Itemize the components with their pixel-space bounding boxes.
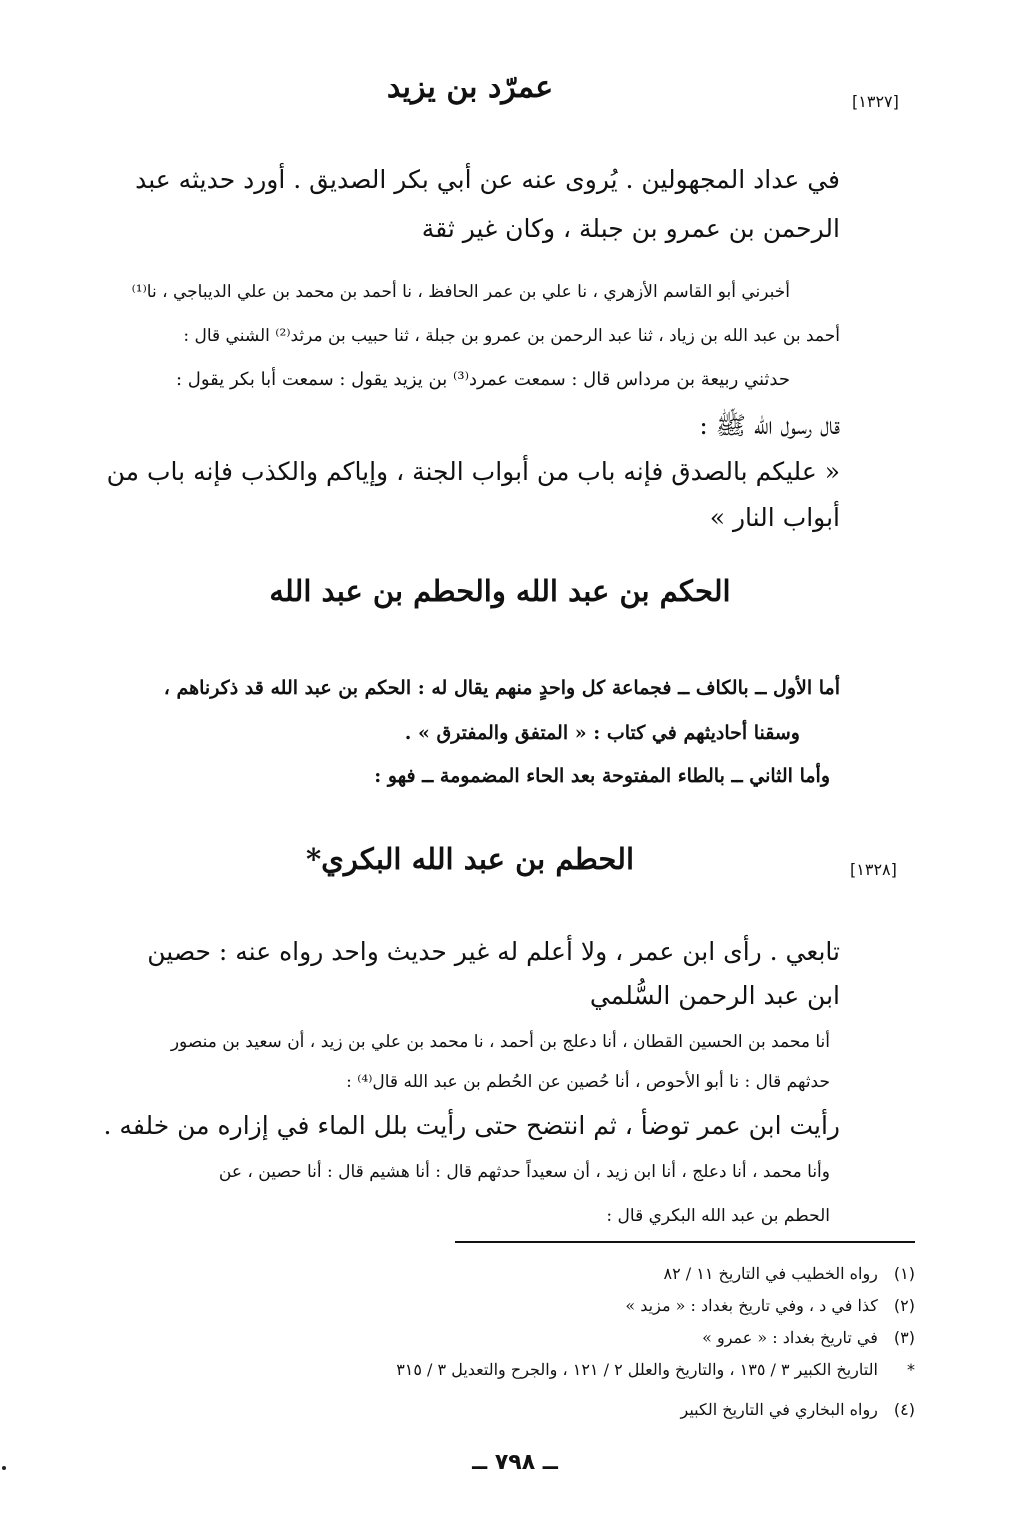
entry-number-1328: [١٣٢٨] — [850, 860, 897, 879]
footnote-marker: * — [907, 1360, 915, 1379]
entry-1328-isnad2-line-1: وأنا محمد ، أنا دعلج ، أنا ابن زيد ، أن سعيداً حدثهم قال : أنا هشيم قال : أنا حصين ، عن — [218, 1162, 830, 1182]
footnote-text: رواه البخاري في التاريخ الكبير — [680, 1400, 878, 1419]
entry-intro-line-2: الرحمن بن عمرو بن جبلة ، وكان غير ثقة — [421, 214, 840, 243]
footnote-3 — [200, 1322, 915, 1353]
isnad-line-1: أخبرني أبو القاسم الأزهري ، نا علي بن عمر الحافظ ، نا أحمد بن محمد بن علي الديباجي ، نا⁽¹⁾ — [131, 282, 790, 302]
hadith-line-1: « عليكم بالصدق فإنه باب من أبواب الجنة ، وإياكم والكذب فإنه باب من — [106, 457, 840, 486]
section-title: الحكم بن عبد الله والحطم بن عبد الله — [269, 574, 731, 608]
footnote-separator — [455, 1241, 915, 1243]
footnote-2 — [200, 1290, 915, 1321]
footnote-marker: (٣) — [893, 1328, 915, 1347]
footnote-star — [200, 1354, 915, 1385]
footnote-marker: (٢) — [893, 1296, 915, 1315]
footnote-marker: (٤) — [893, 1400, 915, 1419]
isnad-line-3: حدثني ربيعة بن مرداس قال : سمعت عمرد⁽³⁾ بن يزيد يقول : سمعت أبا بكر يقول : — [176, 369, 790, 390]
page-number: ــ ٧٩٨ ــ — [472, 1450, 558, 1475]
entry-1328-isnad2-line-2: الحطم بن عبد الله البكري قال : — [606, 1206, 830, 1226]
section-line-1: أما الأول ــ بالكاف ــ فجماعة كل واحدٍ منهم يقال له : الحكم بن عبد الله قد ذكرناهم ، — [163, 677, 840, 699]
footnote-marker: (١) — [893, 1264, 915, 1283]
section-line-2: وسقنا أحاديثهم في كتاب : « المتفق والمفترق » . — [404, 722, 800, 744]
footnote-1 — [200, 1258, 915, 1289]
entry-1328-intro-line-2: ابن عبد الرحمن السُّلمي — [589, 981, 840, 1010]
entry-1328-intro-line-1: تابعي . رأى ابن عمر ، ولا أعلم له غير حديث واحد رواه عنه : حصين — [147, 937, 840, 966]
entry-intro-line-1: في عداد المجهولين . يُروى عنه عن أبي بكر الصديق . أورد حديثه عبد — [135, 165, 840, 194]
footnote-text: كذا في د ، وفي تاريخ بغداد : « مزيد » — [625, 1296, 878, 1315]
footnote-text: في تاريخ بغداد : « عمرو » — [702, 1328, 878, 1347]
entry-1328-isnad-line-1: أنا محمد بن الحسين القطان ، أنا دعلج بن أحمد ، نا محمد بن علي بن زيد ، أن سعيد بن منصور — [170, 1032, 830, 1052]
scan-speck — [2, 1466, 6, 1470]
running-header-title: عمرّد بن يزيد — [386, 70, 554, 105]
footnote-4 — [200, 1394, 915, 1425]
entry-1328-title: الحطم بن عبد الله البكري* — [305, 842, 635, 876]
entry-1328-isnad-line-2: حدثهم قال : نا أبو الأحوص ، أنا حُصين عن الحُطم بن عبد الله قال⁽⁴⁾ : — [346, 1072, 830, 1092]
entry-number-1327: [١٣٢٧] — [852, 92, 899, 111]
section-line-3: وأما الثاني ــ بالطاء المفتوحة بعد الحاء المضمومة ــ فهو : — [374, 765, 830, 787]
hadith-line-2: أبواب النار » — [709, 503, 840, 532]
isnad-line-2: أحمد بن عبد الله بن زياد ، ثنا عبد الرحمن بن عمرو بن جبلة ، ثنا حبيب بن مرثد⁽²⁾ الشني قال : — [183, 326, 840, 346]
footnote-text: رواه الخطيب في التاريخ ١١ / ٨٢ — [663, 1264, 878, 1283]
entry-1328-text-line: رأيت ابن عمر توضأ ، ثم انتضح حتى رأيت بلل الماء في إزاره من خلفه . — [103, 1111, 840, 1140]
prophet-saying-line: قال رسول الله ﷺ : — [699, 411, 840, 440]
footnote-text: التاريخ الكبير ٣ / ١٣٥ ، والتاريخ والعلل ٢ / ١٢١ ، والجرح والتعديل ٣ / ٣١٥ — [396, 1360, 878, 1379]
